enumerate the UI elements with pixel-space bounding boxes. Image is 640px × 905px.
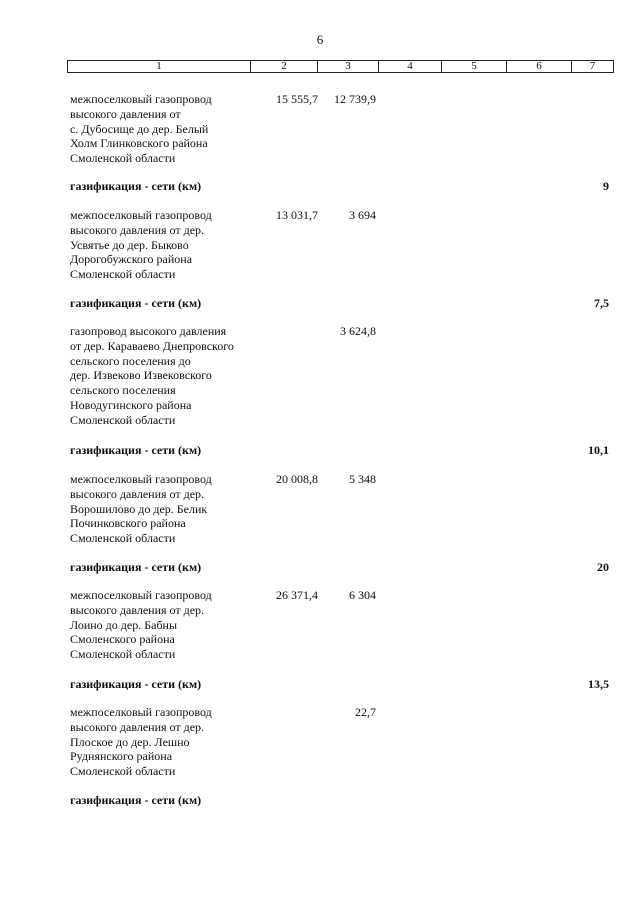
header-cell-2: 2 (251, 61, 318, 72)
cost-column-3: 5 348 (349, 472, 376, 486)
object-description: межпоселковый газопровод высокого давления от дер. Плоское до дер. Лешно Руднянского района Смоленской области (70, 705, 212, 779)
cost-column-3: 6 304 (349, 588, 376, 602)
gasification-label: газификация - сети (км) (70, 677, 202, 691)
cost-column-2: 20 008,8 (276, 472, 318, 486)
cost-column-2: 15 555,7 (276, 92, 318, 106)
cost-column-2: 26 371,4 (276, 588, 318, 602)
cost-column-2: 13 031,7 (276, 208, 318, 222)
header-cell-7: 7 (589, 60, 596, 72)
gasification-value: 10,1 (588, 443, 609, 457)
gasification-value: 13,5 (588, 677, 609, 691)
header-cell-3: 3 (318, 61, 379, 72)
object-description: межпоселковый газопровод высокого давления от с. Дубосище до дер. Белый Холм Глинковского района Смоленской области (70, 92, 212, 166)
cost-column-3: 22,7 (355, 705, 376, 719)
cost-column-3: 12 739,9 (334, 92, 376, 106)
header-cell-4: 4 (379, 61, 442, 72)
gasification-label: газификация - сети (км) (70, 560, 202, 574)
object-description: межпоселковый газопровод высокого давления от дер. Усвятье до дер. Быково Дорогобужского района Смоленской области (70, 208, 212, 282)
header-cell-1: 1 (68, 61, 251, 72)
table-header-row (67, 60, 614, 73)
gasification-value: 20 (597, 560, 609, 574)
gasification-value: 9 (603, 179, 609, 193)
header-cell-5: 5 (442, 61, 507, 72)
object-description: газопровод высокого давления от дер. Караваево Днепровского сельского поселения до дер. Извеково Извековского сельского поселения Новодугинского района Смоленской области (70, 324, 234, 427)
header-cell-6: 6 (507, 61, 572, 72)
gasification-label: газификация - сети (км) (70, 179, 202, 193)
cost-column-3: 3 624,8 (340, 324, 376, 338)
gasification-label: газификация - сети (км) (70, 296, 202, 310)
page-number: 6 (316, 32, 324, 47)
gasification-value: 7,5 (594, 296, 609, 310)
gasification-label: газификация - сети (км) (70, 793, 202, 807)
object-description: межпоселковый газопровод высокого давления от дер. Лоино до дер. Бабны Смоленского района Смоленской области (70, 588, 212, 662)
object-description: межпоселковый газопровод высокого давления от дер. Ворошилово до дер. Белик Починковского района Смоленской области (70, 472, 212, 546)
cost-column-3: 3 694 (349, 208, 376, 222)
gasification-label: газификация - сети (км) (70, 443, 202, 457)
